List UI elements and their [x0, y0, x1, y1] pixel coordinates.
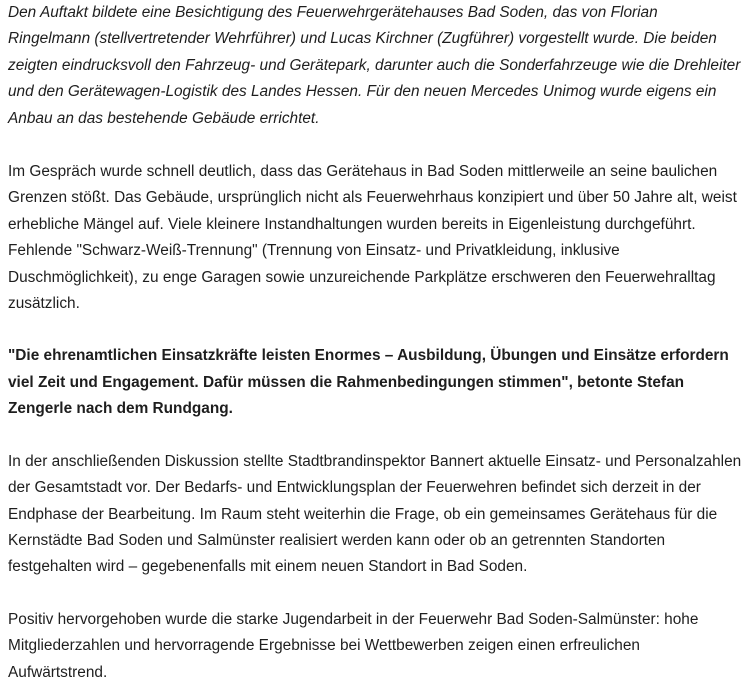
- article-paragraph-building-condition: Im Gespräch wurde schnell deutlich, dass das Gerätehaus in Bad Soden mittlerweile an seine baulichen Grenzen stößt. Das Gebäude, ursprünglich nicht als Feuerwehrhaus konzipiert und über 50 Jahre alt, weist erhebliche Mängel auf. Viele kleinere Instandhaltungen wurden bereits in Eigenleistung durchgeführt. Fehlende "Schwarz-Weiß-Trennung" (Trennung von Einsatz- und Privatkleidung, inklusive Duschmöglichkeit), zu enge Garagen sowie unzureichende Parkplätze erschweren den Feuerwehralltag zusätzlich.: [8, 163, 737, 313]
- article-paragraph-youth-work: Positiv hervorgehoben wurde die starke Jugendarbeit in der Feuerwehr Bad Soden-Salmünster: hohe Mitgliederzahlen und hervorragende Ergebnisse bei Wettbewerben zeigen einen erfreulichen Aufwärtstrend.: [8, 610, 699, 681]
- article-paragraph-discussion: In der anschließenden Diskussion stellte Stadtbrandinspektor Bannert aktuelle Einsatz- und Personalzahlen der Gesamtstadt vor. Der Bedarfs- und Entwicklungsplan der Feuerwehren befindet sich derzeit in der Endphase der Bearbeitung. Im Raum steht weiterhin die Frage, ob ein gemeinsames Gerätehaus für die Kernstädte Bad Soden und Salmünster realisiert werden kann oder ob an getrennten Standorten festgehalten wird – gegebenenfalls mit einem neuen Standort in Bad Soden.: [8, 452, 742, 576]
- article-paragraph-quote: "Die ehrenamtlichen Einsatzkräfte leisten Enormes – Ausbildung, Übungen und Einsätze erfordern viel Zeit und Engagement. Dafür müssen die Rahmenbedingungen stimmen", betonte Stefan Zengerle nach dem Rundgang.: [8, 347, 729, 418]
- article-paragraph-intro: Den Auftakt bildete eine Besichtigung des Feuerwehrgerätehauses Bad Soden, das von Florian Ringelmann (stellvertretender Wehrführer) und Lucas Kirchner (Zugführer) vorgestellt wurde. Die beiden zeigten eindrucksvoll den Fahrzeug- und Gerätepark, darunter auch die Sonderfahrzeuge wie die Drehleiter und den Gerätewagen-Logistik des Landes Hessen. Für den neuen Mercedes Unimog wurde eigens ein Anbau an das bestehende Gebäude errichtet.: [8, 4, 741, 127]
